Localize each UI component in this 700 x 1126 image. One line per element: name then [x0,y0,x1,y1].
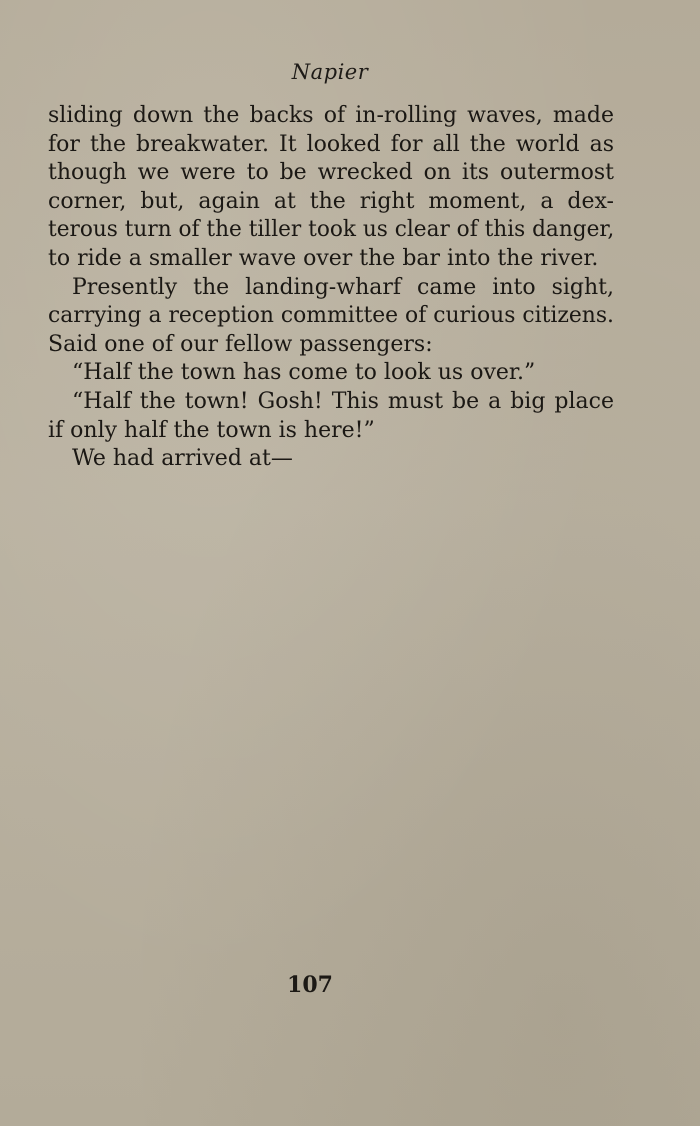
page-number: 107 [287,972,333,998]
text-line: “Half the town! Gosh! This must be a big place [72,388,614,414]
text-line: carrying a reception committee of curious citizens. [48,303,615,329]
text-line: if only half the town is here!” [48,417,375,443]
text-line: sliding down the backs of in-rolling waves, made [48,103,614,128]
text-line: “Half the town has come to look us over.” [72,360,536,386]
text-line: terous turn of the tiller took us clear of this danger, [48,217,615,243]
text-line: for the breakwater. It looked for all the world as [48,131,614,157]
text-line: We had arrived at— [72,446,293,472]
body-text [48,102,614,474]
text-line: to ride a smaller wave over the bar into the river. [48,245,599,271]
text-line: corner, but, again at the right moment, a dex- [48,188,614,214]
text-line: Said one of our fellow passengers: [48,331,433,357]
text-line: though we were to be wrecked on its outermost [48,160,614,186]
running-head: Napier [291,60,369,84]
text-line: Presently the landing-wharf came into sight, [72,274,614,300]
